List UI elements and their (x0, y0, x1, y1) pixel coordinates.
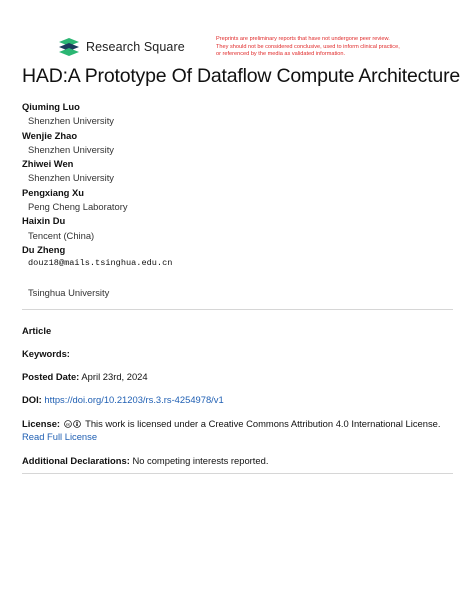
license-text: This work is licensed under a Creative Commons Attribution 4.0 International License. (85, 418, 441, 429)
read-full-license-link[interactable]: Read Full License (22, 431, 98, 442)
doi-label: DOI: (22, 394, 42, 405)
preprint-disclaimer (216, 36, 431, 59)
author-affiliation: Shenzhen University (28, 172, 114, 184)
doi (22, 394, 224, 405)
brand-name: Research Square (86, 40, 185, 54)
author-name: Wenjie Zhao (22, 129, 78, 141)
author-affiliation: Shenzhen University (28, 115, 114, 127)
research-square-logo-icon (57, 38, 81, 56)
posted-date-value: April 23rd, 2024 (81, 371, 148, 382)
author-affiliation: Tencent (China) (28, 229, 95, 241)
posted-date-label: Posted Date: (22, 371, 80, 382)
author-affiliation: Shenzhen University (28, 143, 114, 155)
keywords: Keywords: (22, 348, 70, 359)
author-name: Zhiwei Wen (22, 158, 74, 170)
research-square-brand[interactable] (57, 38, 185, 56)
author-email[interactable]: douz18@mails.tsinghua.edu.cn (28, 258, 173, 268)
additional-declarations (22, 455, 268, 466)
article-type: Article (22, 325, 52, 336)
license (22, 418, 440, 429)
author-name: Haixin Du (22, 215, 66, 227)
author-affiliation: Peng Cheng Laboratory (28, 201, 128, 213)
author-list (22, 100, 442, 257)
disclaimer-line: or referenced by the media as validated information. (216, 51, 346, 58)
cc-icon (64, 420, 72, 428)
declarations-label: Additional Declarations: (22, 455, 130, 466)
creative-commons-icons (64, 420, 81, 428)
doi-link[interactable]: https://doi.org/10.21203/rs.3.rs-4254978/v1 (44, 394, 224, 405)
declarations-value: No competing interests reported. (132, 455, 269, 466)
author-name: Du Zheng (22, 243, 66, 255)
attribution-icon (73, 420, 81, 428)
author-name: Qiuming Luo (22, 101, 80, 112)
license-label: License: (22, 418, 61, 429)
divider (22, 309, 453, 310)
disclaimer-line: They should not be considered conclusive, used to inform clinical practice, (216, 43, 400, 50)
paper-title: HAD:A Prototype Of Dataflow Compute Architecture (22, 65, 461, 87)
posted-date (22, 371, 148, 382)
divider (22, 473, 453, 474)
disclaimer-line: Preprints are preliminary reports that have not undergone peer review. (216, 36, 390, 42)
author-affiliation: Tsinghua University (28, 287, 110, 298)
svg-text:cc: cc (65, 422, 70, 427)
author-name: Pengxiang Xu (22, 186, 84, 198)
